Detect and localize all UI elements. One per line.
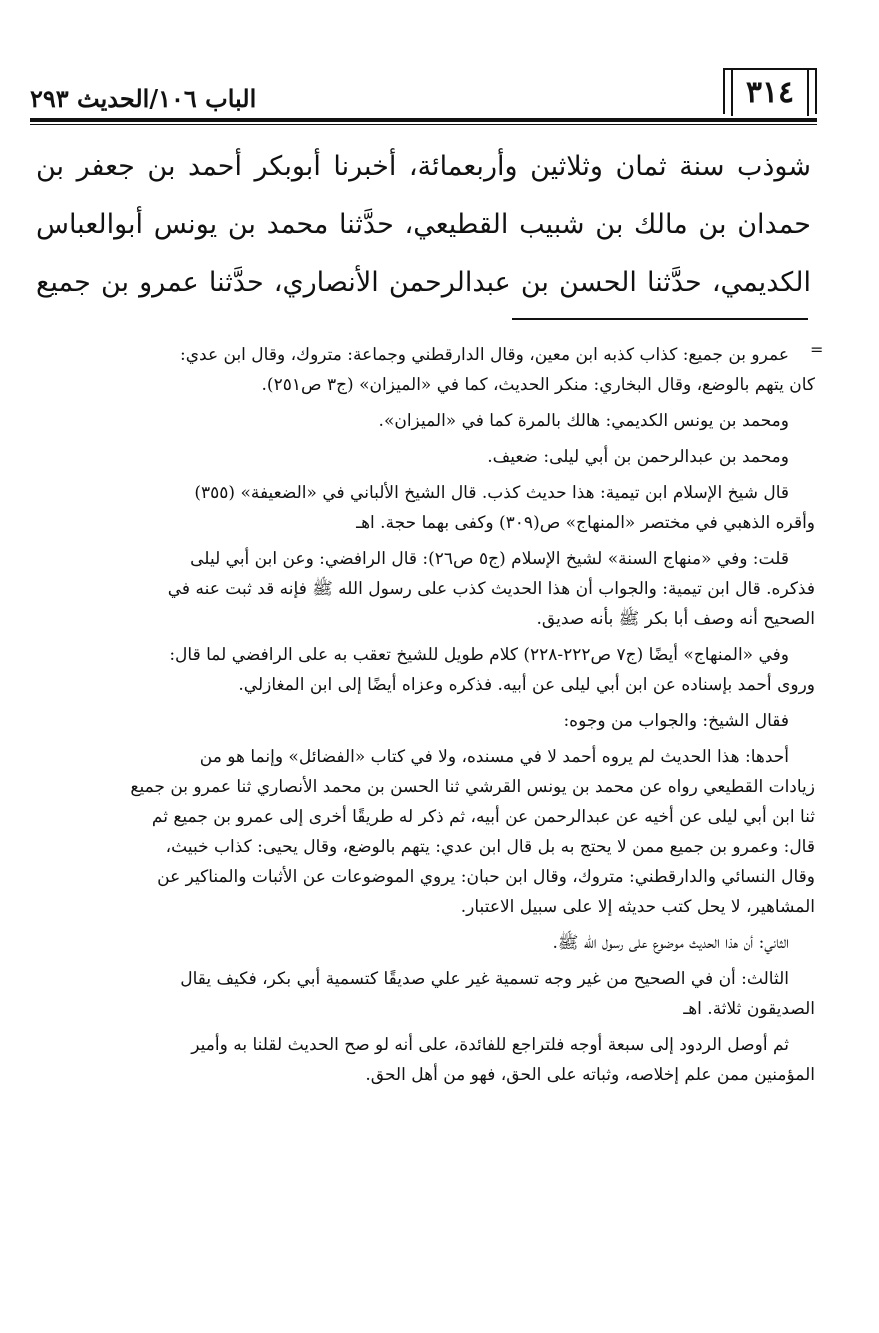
- footnote-line: قلت: وفي «منهاج السنة» لشيخ الإسلام (ج٥ ص٢٦): قال الرافضي: وعن ابن أبي ليلى: [190, 549, 789, 569]
- footnote-paragraph: [30, 544, 815, 634]
- footnote-line: المشاهير، لا يحل كتب حديثه إلا على سبيل الاعتبار.: [460, 897, 815, 917]
- footnote-paragraph: [30, 964, 815, 1024]
- footnote-paragraph: [30, 742, 815, 922]
- main-line: الكديمي، حدَّثنا الحسن بن عبدالرحمن الأنصاري، حدَّثنا عمرو بن جميع: [36, 267, 811, 298]
- footnote-line: عمرو بن جميع: كذاب كذبه ابن معين، وقال الدارقطني وجماعة: متروك، وقال ابن عدي:: [180, 345, 789, 365]
- footnote-line: زيادات القطيعي رواه عن محمد بن يونس القرشي ثنا الحسن بن محمد الأنصاري ثنا عمرو بن جميع: [130, 777, 815, 797]
- footnote-paragraph: [30, 706, 815, 736]
- footnote-line: وفي «المنهاج» أيضًا (ج٧ ص٢٢٢-٢٢٨) كلام طويل للشيخ تعقب به على الرافضي لما قال:: [169, 645, 789, 665]
- page-number: ٣١٤: [723, 68, 817, 114]
- main-line: شوذب سنة ثمان وثلاثين وأربعمائة، أخبرنا أبوبكر أحمد بن جعفر بن: [36, 151, 811, 182]
- footnote-line: وأقره الذهبي في مختصر «المنهاج» ص(٣٠٩) وكفى بهما حجة. اهـ: [356, 513, 815, 533]
- footnote-line: قال: وعمرو بن جميع ممن لا يحتج به بل قال ابن عدي: يتهم بالوضع، وقال يحيى: كذاب خبيث،: [165, 837, 815, 857]
- footnote-line: الصحيح أنه وصف أبا بكر ﷺ بأنه صديق.: [536, 609, 815, 629]
- main-text: [36, 138, 811, 312]
- footnote-line: قال شيخ الإسلام ابن تيمية: هذا حديث كذب. قال الشيخ الألباني في «الضعيفة» (٣٥٥): [194, 483, 789, 503]
- footnote-paragraph: [30, 640, 815, 700]
- footnote-paragraph: [30, 340, 815, 400]
- main-line: حمدان بن مالك بن شبيب القطيعي، حدَّثنا محمد بن يونس أبوالعباس: [36, 209, 811, 240]
- footnote-line: ومحمد بن يونس الكديمي: هالك بالمرة كما في «الميزان».: [378, 411, 789, 431]
- footnote-line: الثاني: أن هذا الحديث موضوع على رسول الله ﷺ.: [552, 933, 789, 953]
- footnote-paragraph: [30, 928, 815, 958]
- footnote-separator: [512, 318, 808, 320]
- footnote-line: الصديقون ثلاثة. اهـ: [683, 999, 815, 1019]
- footnote-line: أحدها: هذا الحديث لم يروه أحمد لا في مسنده، ولا في كتاب «الفضائل» وإنما هو من: [199, 747, 789, 767]
- footnote-paragraph: [30, 442, 815, 472]
- footnote-line: كان يتهم بالوضع، وقال البخاري: منكر الحديث، كما في «الميزان» (ج٣ ص٢٥١).: [261, 375, 815, 395]
- footnote-line: فذكره. قال ابن تيمية: والجواب أن هذا الحديث كذب على رسول الله ﷺ فإنه قد ثبت عنه في: [167, 579, 815, 599]
- page-header: [30, 62, 817, 124]
- footnote-paragraph: [30, 406, 815, 436]
- footnote-continuation-mark: =: [810, 340, 824, 359]
- header-rule: [30, 118, 817, 122]
- footnote-line: ثنا ابن أبي ليلى عن أخيه عن عبدالرحمن عن أبيه، ثم ذكر له طريقًا أخرى إلى عمرو بن جميع ثم: [151, 807, 815, 827]
- footnote-line: الثالث: أن في الصحيح من غير وجه تسمية غير علي صديقًا كتسمية أبي بكر، فكيف يقال: [180, 969, 789, 989]
- footnotes: [30, 340, 815, 1096]
- footnote-line: ومحمد بن عبدالرحمن بن أبي ليلى: ضعيف.: [487, 447, 789, 467]
- footnote-line: ثم أوصل الردود إلى سبعة أوجه فلتراجع للفائدة، على أنه لو صح الحديث لقلنا به وأمير: [191, 1035, 789, 1055]
- footnote-paragraph: [30, 478, 815, 538]
- footnote-paragraph: [30, 1030, 815, 1090]
- footnote-line: وقال النسائي والدارقطني: متروك، وقال ابن حبان: يروي الموضوعات عن الأثبات والمناكير عن: [157, 867, 815, 887]
- footnote-line: فقال الشيخ: والجواب من وجوه:: [563, 711, 789, 731]
- footnote-line: المؤمنين ممن علم إخلاصه، وثباته على الحق، فهو من أهل الحق.: [365, 1065, 815, 1085]
- chapter-title: الباب ١٠٦/الحديث ٢٩٣: [30, 84, 257, 113]
- footnote-line: وروى أحمد بإسناده عن ابن أبي ليلى عن أبيه. فذكره وعزاه أيضًا إلى ابن المغازلي.: [238, 675, 815, 695]
- header-rule-thin: [30, 124, 817, 125]
